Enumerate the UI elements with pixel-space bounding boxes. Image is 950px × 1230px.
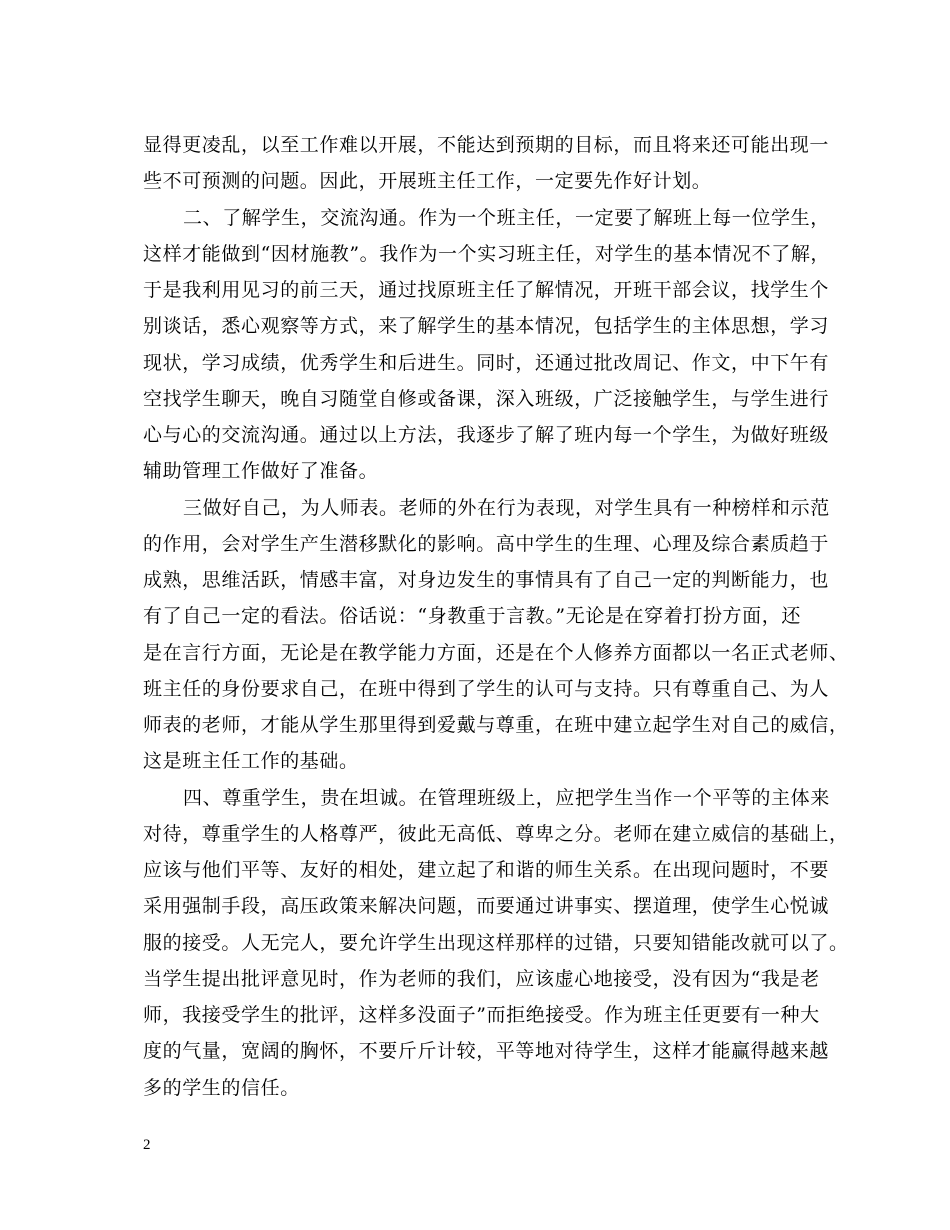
text-line: 服的接受。人无完人，要允许学生出现这样那样的过错，只要知错能改就可以了。 [143,931,849,954]
text-line: 师，我接受学生的批评，这样多没面子”而拒绝接受。作为班主任更要有一种大 [143,1004,820,1026]
text-line: 成熟，思维活跃，情感丰富，对身边发生的事情具有了自己一定的判断能力，也 [143,569,830,591]
body-text [143,127,849,1106]
text-line: 现状，学习成绩，优秀学生和后进生。同时，还通过批改周记、作文，中下午有 [143,351,830,374]
text-line: 是在言行方面，无论是在教学能力方面，还是在个人修养方面都以一名正式老师、 [143,641,849,664]
text-line: 当学生提出批评意见时，作为老师的我们，应该虚心地接受，没有因为“我是老 [143,967,820,990]
text-line: 显得更凌乱，以至工作难以开展，不能达到预期的目标，而且将来还可能出现一 [143,134,830,156]
text-line: 这是班主任工作的基础。 [143,750,359,773]
text-line: 采用强制手段，高压政策来解决问题，而要通过讲事实、摆道理，使学生心悦诚 [143,895,830,918]
text-line: 些不可预测的问题。因此，开展班主任工作，一定要先作好计划。 [143,170,712,193]
text-line: 于是我利用见习的前三天，通过找原班主任了解情况，开班干部会议，找学生个 [143,279,830,301]
text-line: 师表的老师，才能从学生那里得到爱戴与尊重，在班中建立起学生对自己的威信， [143,714,849,736]
text-line: 应该与他们平等、友好的相处，建立起了和谐的师生关系。在出现问题时，不要 [143,859,830,881]
page-number: 2 [143,1137,151,1153]
text-line: 这样才能做到“因材施教”。我作为一个实习班主任，对学生的基本情况不了解， [143,242,831,265]
text-line: 有了自己一定的看法。俗话说：“身教重于言教。”无论是在穿着打扮方面，还 [143,605,801,628]
text-line: 的作用，会对学生产生潜移默化的影响。高中学生的生理、心理及综合素质趋于 [143,532,830,555]
text-line: 三做好自己，为人师表。老师的外在行为表现，对学生具有一种榜样和示范 [183,496,830,519]
text-line: 二、了解学生，交流沟通。作为一个班主任，一定要了解班上每一位学生， [183,206,830,229]
text-line: 多的学生的信任。 [143,1076,300,1099]
text-line: 空找学生聊天，晚自习随堂自修或备课，深入班级，广泛接触学生，与学生进行 [143,387,830,410]
text-line: 别谈话，悉心观察等方式，来了解学生的基本情况，包括学生的主体思想，学习 [143,315,830,338]
text-line: 辅助管理工作做好了准备。 [143,460,379,483]
text-line: 对待，尊重学生的人格尊严，彼此无高低、尊卑之分。老师在建立威信的基础上， [143,822,849,845]
text-line: 心与心的交流沟通。通过以上方法，我逐步了解了班内每一个学生，为做好班级 [143,424,830,446]
text-line: 度的气量，宽阔的胸怀，不要斤斤计较，平等地对待学生，这样才能赢得越来越 [143,1040,830,1063]
text-line: 班主任的身份要求自己，在班中得到了学生的认可与支持。只有尊重自己、为人 [143,677,830,700]
text-line: 四、尊重学生，贵在坦诚。在管理班级上，应把学生当作一个平等的主体来 [183,786,830,809]
